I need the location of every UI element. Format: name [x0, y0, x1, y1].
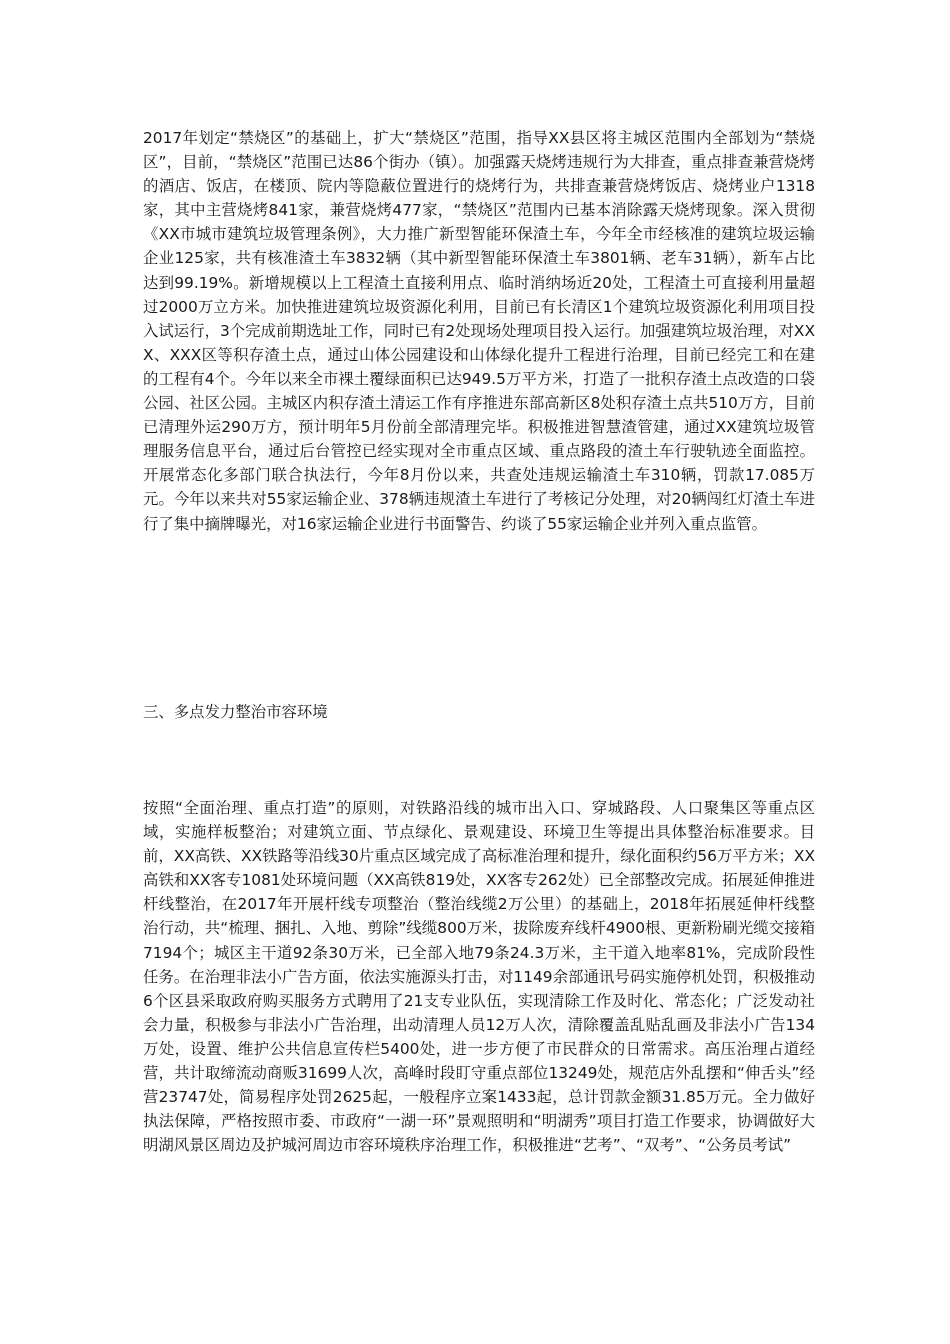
- body-paragraph-construction-waste: 2017年划定“禁烧区”的基础上，扩大“禁烧区”范围，指导XX县区将主城区范围内全部划为“禁烧区”，目前，“禁烧区”范围已达86个街办（镇）。加强露天烧烤违规行为大排查，重点排查兼营烧烤的酒店、饭店，在楼顶、院内等隐蔽位置进行的烧烤行为，共排查兼营烧烤饭店、烧烤业户1318家，其中主营烧烤841家，兼营烧烤477家，“禁烧区”范围内已基本消除露天烧烤现象。深入贯彻《XX市城市建筑垃圾管理条例》，大力推广新型智能环保渣土车，今年全市经核准的建筑垃圾运输企业125家，共有核准渣土车3832辆（其中新型智能环保渣土车3801辆、老车31辆），新车占比达到99.19%。新增规模以上工程渣土直接利用点、临时消纳场近20处，工程渣土可直接利用量超过2000万立方米。加快推进建筑垃圾资源化利用，目前已有长清区1个建筑垃圾资源化利用项目投入试运行，3个完成前期选址工作，同时已有2处现场处理项目投入运行。加强建筑垃圾治理，对XXX、XXX区等积存渣土点，通过山体公园建设和山体绿化提升工程进行治理，目前已经完工和在建的工程有4个。今年以来全市裸土覆绿面积已达949.5万平方米，打造了一批积存渣土点改造的口袋公园、社区公园。主城区内积存渣土清运工作有序推进东部高新区8处积存渣土点共510万方，目前已清理外运290万方，预计明年5月份前全部清理完毕。积极推进智慧渣管建，通过XX建筑垃圾管理服务信息平台，通过后台管控已经实现对全市重点区域、重点路段的渣土车行驶轨迹全面监控。开展常态化多部门联合执法行，今年8月份以来，共查处违规运输渣土车310辆，罚款17.085万元。今年以来共对55家运输企业、378辆违规渣土车进行了考核记分处理，对20辆闯红灯渣土车进行了集中摘牌曝光，对16家运输企业进行书面警告、约谈了55家运输企业并列入重点监管。: [143, 129, 815, 533]
- body-paragraph-city-appearance: 按照“全面治理、重点打造”的原则，对铁路沿线的城市出入口、穿城路段、人口聚集区等重点区域，实施样板整治；对建筑立面、节点绿化、景观建设、环境卫生等提出具体整治标准要求。目前，XX高铁、XX铁路等沿线30片重点区域完成了高标准治理和提升，绿化面积约56万平方米；XX高铁和XX客专1081处环境问题（XX高铁819处，XX客专262处）已全部整改完成。拓展延伸推进杆线整治，在2017年开展杆线专项整治（整治线缆2万公里）的基础上，2018年拓展延伸杆线整治行动，共“梳理、捆扎、入地、剪除”线缆800万米，拔除废弃线杆4900根、更新粉刷光缆交接箱7194个；城区主干道92条30万米，已全部入地79条24.3万米，主干道入地率81%，完成阶段性任务。在治理非法小广告方面，依法实施源头打击，对1149余部通讯号码实施停机处罚，积极推动6个区县采取政府购买服务方式聘用了21支专业队伍，实现清除工作及时化、常态化；广泛发动社会力量，积极参与非法小广告治理，出动清理人员12万人次，清除覆盖乱贴乱画及非法小广告134万处，设置、维护公共信息宣传栏5400处，进一步方便了市民群众的日常需求。高压治理占道经营，共计取缔流动商贩31699人次，高峰时段盯守重点部位13249处，规范店外乱摆和“伸舌头”经营23747处，简易程序处罚2625起，一般程序立案1433起，总计罚款金额31.85万元。全力做好执法保障，严格按照市委、市政府“一湖一环”景观照明和“明湖秀”项目打造工作要求，协调做好大明湖风景区周边及护城河周边市容环境秩序治理工作，积极推进“艺考”、“双考”、“公务员考试”: [143, 799, 815, 1155]
- section-heading-3: 三、多点发力整治市容环境: [143, 703, 328, 721]
